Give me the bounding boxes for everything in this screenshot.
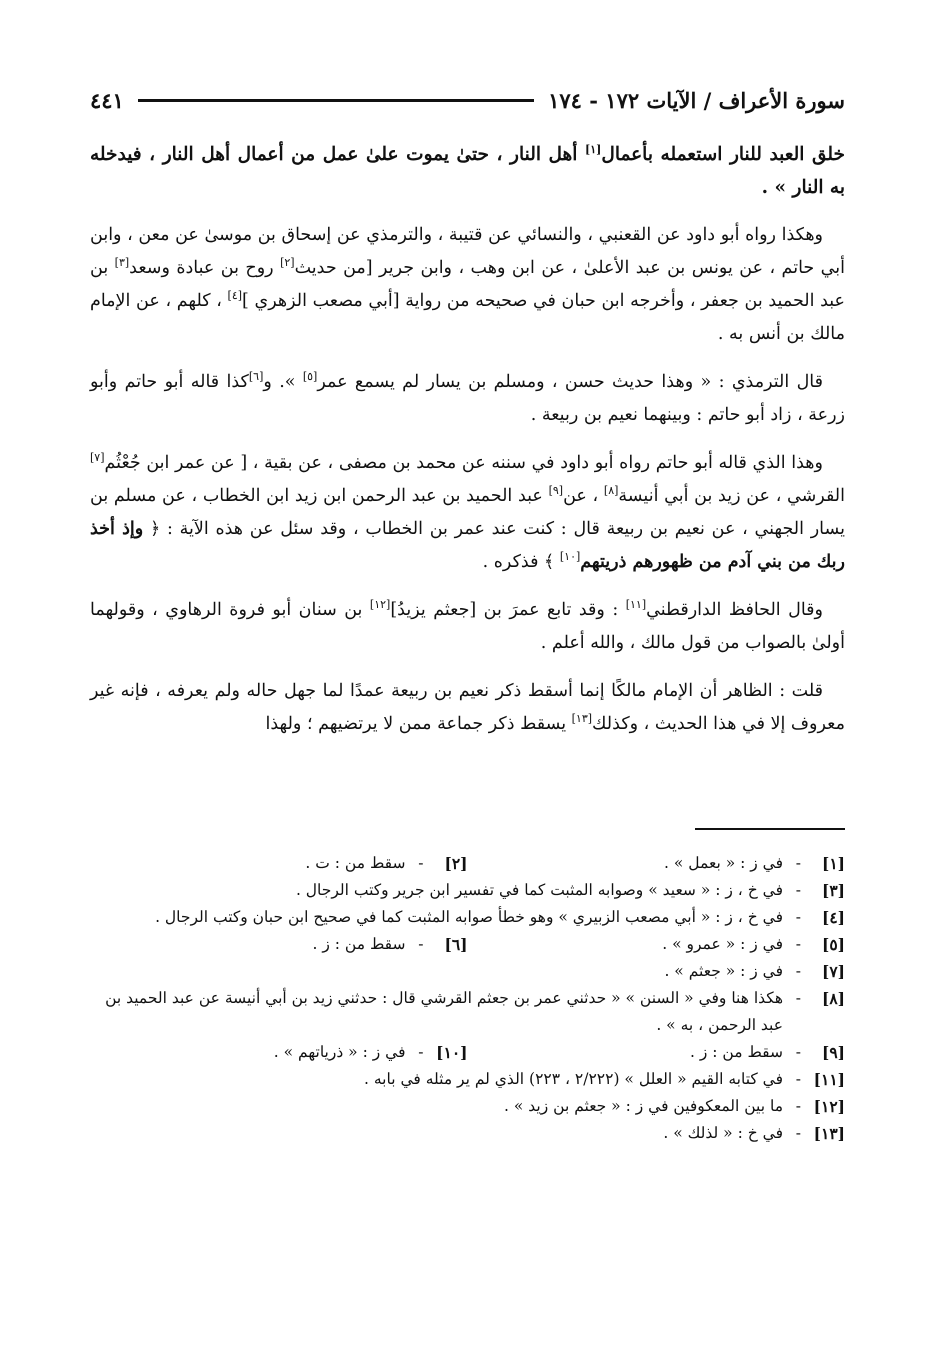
footnote-2: [٢] - سقط من : ت . [305, 854, 468, 873]
footnote-row [90, 850, 845, 877]
footnote-ref: [٧] [90, 451, 105, 465]
quran-verse: وإذ أخذ ربك من بني آدم من ظهورهم ذريتهم [90, 519, 845, 572]
footnote-10: [١٠] - في ز : « ذرياتهم » . [273, 1043, 468, 1062]
footnote-row [90, 985, 845, 1039]
footnote-row [90, 1120, 845, 1147]
footnote-ref: [١١] [625, 598, 647, 612]
footnote-ref: [٢] [280, 256, 295, 270]
footnote-row [90, 1066, 845, 1093]
footnote-1: [١] - في ز : « بعمل » . [664, 854, 845, 873]
running-header [90, 82, 845, 118]
footnotes [90, 850, 845, 1147]
footnote-6: [٦] - سقط من : ز . [312, 935, 468, 954]
header-rule [138, 99, 534, 102]
footnote-11: [١١] - في كتابه القيم « العلل » (٢/٢٢٢ ، ٢٢٣) الذي لم ير مثله في بابه . [364, 1070, 845, 1089]
paragraph-3: قال الترمذي : « وهذا حديث حسن ، ومسلم بن يسار لم يسمع عمر[٥] ». و[٦]كذا قاله أبو حاتم وأبو زرعة ، زاد أبو حاتم : وبينهما نعيم بن ربيعة . [90, 370, 845, 425]
main-text [90, 138, 845, 756]
running-title: سورة الأعراف / الآيات ١٧٢ - ١٧٤ [548, 87, 845, 113]
footnote-row [90, 1093, 845, 1120]
footnote-5: [٥] - في ز : « عمرو » . [662, 935, 845, 954]
paragraph-5: وقال الحافظ الدارقطني[١١] : وقد تابع عمرَ بن [جعثم يزيدُ][١٢] بن سنان أبو فروة الرهاوي ، وقولهما أولىٰ بالصواب من قول مالك ، والله أعلم . [90, 598, 845, 653]
footnote-8: [٨] - هكذا هنا وفي « السنن » « حدثني عمر بن جعثم القرشي قال : حدثني زيد بن أبي أنيسة عن عبد الحميد بن عبد الرحمن ، به » . [105, 989, 845, 1034]
footnote-13: [١٣] - في خ : « لذلك » . [663, 1124, 845, 1143]
footnote-ref: [١] [585, 142, 602, 156]
footnote-row [90, 877, 845, 904]
footnote-separator [695, 828, 845, 830]
footnote-row [90, 1039, 845, 1066]
footnote-ref: [٤] [227, 289, 243, 303]
footnote-ref: [٩] [548, 484, 564, 498]
footnote-row [90, 904, 845, 931]
footnote-ref: [١٣] [571, 712, 593, 726]
footnote-ref: [٥] [302, 370, 318, 384]
paragraph-1: خلق العبد للنار استعمله بأعمال[١] أهل النار ، حتىٰ يموت علىٰ عمل من أعمال أهل النار ، فيدخله به النار » . [90, 142, 845, 198]
footnote-ref: [٣] [114, 256, 130, 270]
footnote-12: [١٢] - ما بين المعكوفين في ز : « جعثم بن زيد » . [504, 1097, 845, 1116]
page-number: ٤٤١ [90, 87, 124, 113]
footnote-9: [٩] - سقط من : ز . [690, 1043, 845, 1062]
paragraph-4: وهذا الذي قاله أبو حاتم رواه أبو داود في سننه عن محمد بن مصفى ، عن بقية ، [ عن عمر ابن جُعْثُم[٧] القرشي ، عن زيد بن أبي أنيسة[٨] ، عن[٩] عبد الحميد بن عبد الرحمن ابن زيد ابن الخطاب ، عن مسلم بن يسار الجهني ، عن نعيم بن ربيعة قال : كنت عند عمر بن الخطاب ، وقد سئل عن هذه الآية : ﴿ وإذ أخذ ربك من بني آدم من ظهورهم ذريتهم[١٠] ﴾ فذكره . [90, 451, 845, 572]
footnote-7: [٧] - في ز : « جعثم » . [664, 962, 845, 981]
footnote-row [90, 958, 845, 985]
footnote-ref: [١٠] [559, 550, 581, 564]
footnote-4: [٤] - في خ ، ز : « أبي مصعب الزبيري » وهو خطأ صوابه المثبت كما في صحيح ابن حبان وكتب الرجال . [155, 908, 845, 927]
footnote-ref: [٦] [248, 370, 264, 384]
paragraph-6: قلت : الظاهر أن الإمام مالكًا إنما أسقط ذكر نعيم بن ربيعة عمدًا لما جهل حاله ولم يعرفه ، فإنه غير معروف إلا في هذا الحديث ، وكذلك[١٣] يسقط ذكر جماعة ممن لا يرتضيهم ؛ ولهذا [90, 681, 845, 734]
footnote-ref: [١٢] [369, 598, 391, 612]
footnote-ref: [٨] [603, 484, 619, 498]
footnote-3: [٣] - في خ ، ز : « سعيد » وصوابه المثبت كما في تفسير ابن جرير وكتب الرجال . [295, 881, 845, 900]
footnote-row [90, 931, 845, 958]
paragraph-2: وهكذا رواه أبو داود عن القعنبي ، والنسائي عن قتيبة ، والترمذي عن إسحاق بن موسىٰ عن معن ، وابن أبي حاتم ، عن يونس بن عبد الأعلىٰ ، عن ابن وهب ، وابن جرير [من حديث[٢] روح بن عبادة وسعد[٣] بن عبد الحميد بن جعفر ، وأخرجه ابن حبان في صحيحه من رواية [أبي مصعب الزهري ][٤] ، كلهم ، عن الإمام مالك بن أنس به . [90, 225, 845, 344]
